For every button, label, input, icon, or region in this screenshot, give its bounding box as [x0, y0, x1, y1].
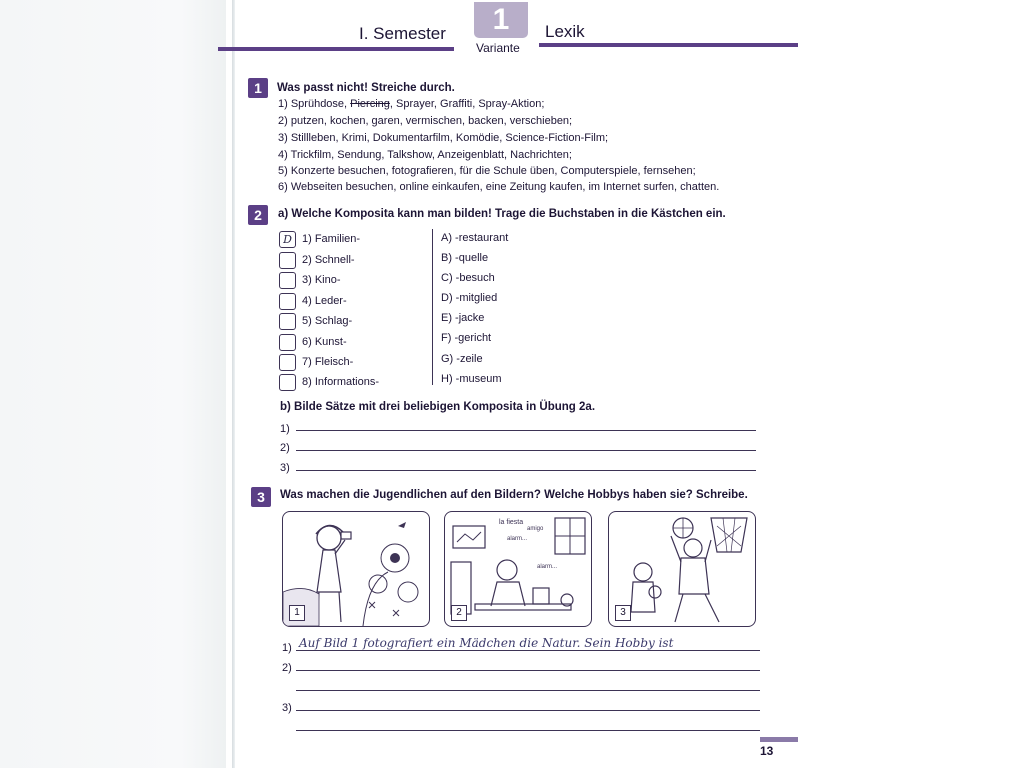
- answer-box[interactable]: [279, 354, 296, 371]
- exercise-1-instruction: Was passt nicht! Streiche durch.: [277, 82, 455, 94]
- compound-right-item: H) -museum: [441, 373, 502, 385]
- answer-box[interactable]: [279, 293, 296, 310]
- compound-right-item: A) -restaurant: [441, 232, 509, 244]
- page-number-bar: [760, 737, 798, 742]
- worksheet-page: [236, 0, 1024, 768]
- exercise-1-line[interactable]: 3) Stillleben, Krimi, Dokumentarfilm, Komödie, Science-Fiction-Film;: [278, 132, 609, 144]
- answer-label: 2): [280, 442, 290, 454]
- answer-box[interactable]: [279, 272, 296, 289]
- answer-line[interactable]: [296, 670, 760, 671]
- answer-line[interactable]: [296, 690, 760, 691]
- exercise-1-line[interactable]: 5) Konzerte besuchen, fotografieren, für die Schule üben, Computerspiele, fernsehen;: [278, 165, 696, 177]
- compound-right-item: F) -gericht: [441, 332, 492, 344]
- compound-left-item: 7) Fleisch-: [302, 356, 354, 368]
- answer-line[interactable]: [296, 470, 756, 471]
- exercise-1-line[interactable]: [278, 98, 544, 110]
- variant-tab: [474, 2, 528, 38]
- compound-right-item: E) -jacke: [441, 312, 485, 324]
- answer-box[interactable]: D: [279, 231, 296, 248]
- answer-box[interactable]: [279, 374, 296, 391]
- answer-box[interactable]: [279, 334, 296, 351]
- section-title: Lexik: [545, 22, 585, 41]
- page-margin-left: [0, 0, 226, 768]
- answer-label: 3): [280, 462, 290, 474]
- header-rule-right: [539, 43, 798, 47]
- picture-number: 1: [289, 605, 305, 621]
- answer-line[interactable]: [296, 730, 760, 731]
- handwritten-answer[interactable]: Auf Bild 1 fotografiert ein Mädchen die Natur. Sein Hobby ist: [299, 636, 674, 650]
- page-number: 13: [760, 744, 774, 758]
- compound-left-item: 6) Kunst-: [302, 336, 347, 348]
- exercise-1-line[interactable]: 6) Webseiten besuchen, online einkaufen, eine Zeitung kaufen, im Internet surfen, chatten.: [278, 181, 720, 193]
- exercise-2b-instruction: b) Bilde Sätze mit drei beliebigen Komposita in Übung 2a.: [280, 401, 596, 413]
- answer-label: 2): [282, 662, 292, 674]
- line-text: , Sprayer, Graffiti, Spray-Aktion;: [389, 98, 545, 110]
- answer-label: 3): [282, 702, 292, 714]
- exercise-3-instruction: Was machen die Jugendlichen auf den Bildern? Welche Hobbys haben sie? Schreibe.: [280, 489, 748, 501]
- variant-number: 1: [492, 3, 510, 36]
- compound-left-item: 1) Familien-: [302, 233, 361, 245]
- answer-line[interactable]: [296, 650, 760, 651]
- picture-number: 2: [451, 605, 467, 621]
- speech-bubble-text: la fiesta: [499, 519, 524, 526]
- compound-left-item: 2) Schnell-: [302, 254, 355, 266]
- picture-1: [282, 511, 430, 627]
- compound-left-item: 8) Informations-: [302, 376, 380, 388]
- answer-label: 1): [282, 642, 292, 654]
- struck-word: Piercing: [350, 98, 390, 110]
- picture-number: 3: [615, 605, 631, 621]
- variant-label: Variante: [476, 41, 520, 55]
- answer-line[interactable]: [296, 450, 756, 451]
- compound-right-item: D) -mitglied: [441, 292, 498, 304]
- compound-left-item: 4) Leder-: [302, 295, 347, 307]
- exercise-2-badge: 2: [248, 205, 268, 225]
- book-fold: [232, 0, 235, 768]
- compound-left-item: 5) Schlag-: [302, 315, 353, 327]
- answer-line[interactable]: [296, 430, 756, 431]
- answer-box[interactable]: [279, 252, 296, 269]
- exercise-1-badge: 1: [248, 78, 268, 98]
- exercise-1-line[interactable]: 2) putzen, kochen, garen, vermischen, backen, verschieben;: [278, 115, 573, 127]
- header-rule-left: [218, 47, 454, 51]
- speech-bubble-text: amigo: [527, 526, 544, 532]
- line-text: 1) Sprühdose,: [278, 98, 351, 110]
- speech-bubble-text: alarm...: [507, 536, 528, 542]
- exercise-2a-instruction: a) Welche Komposita kann man bilden! Trage die Buchstaben in die Kästchen ein.: [278, 208, 726, 220]
- exercise-3-badge: 3: [251, 487, 271, 507]
- matching-divider: [432, 229, 433, 385]
- compound-right-item: G) -zeile: [441, 353, 483, 365]
- exercise-1-line[interactable]: 4) Trickfilm, Sendung, Talkshow, Anzeigenblatt, Nachrichten;: [278, 149, 572, 161]
- answer-box[interactable]: [279, 313, 296, 330]
- picture-2: [444, 511, 592, 627]
- answer-line[interactable]: [296, 710, 760, 711]
- compound-right-item: B) -quelle: [441, 252, 489, 264]
- speech-bubble-text: alarm...: [537, 564, 558, 570]
- semester-title: I. Semester: [359, 24, 446, 43]
- compound-right-item: C) -besuch: [441, 272, 495, 284]
- answer-label: 1): [280, 423, 290, 435]
- compound-left-item: 3) Kino-: [302, 274, 341, 286]
- picture-3: [608, 511, 756, 627]
